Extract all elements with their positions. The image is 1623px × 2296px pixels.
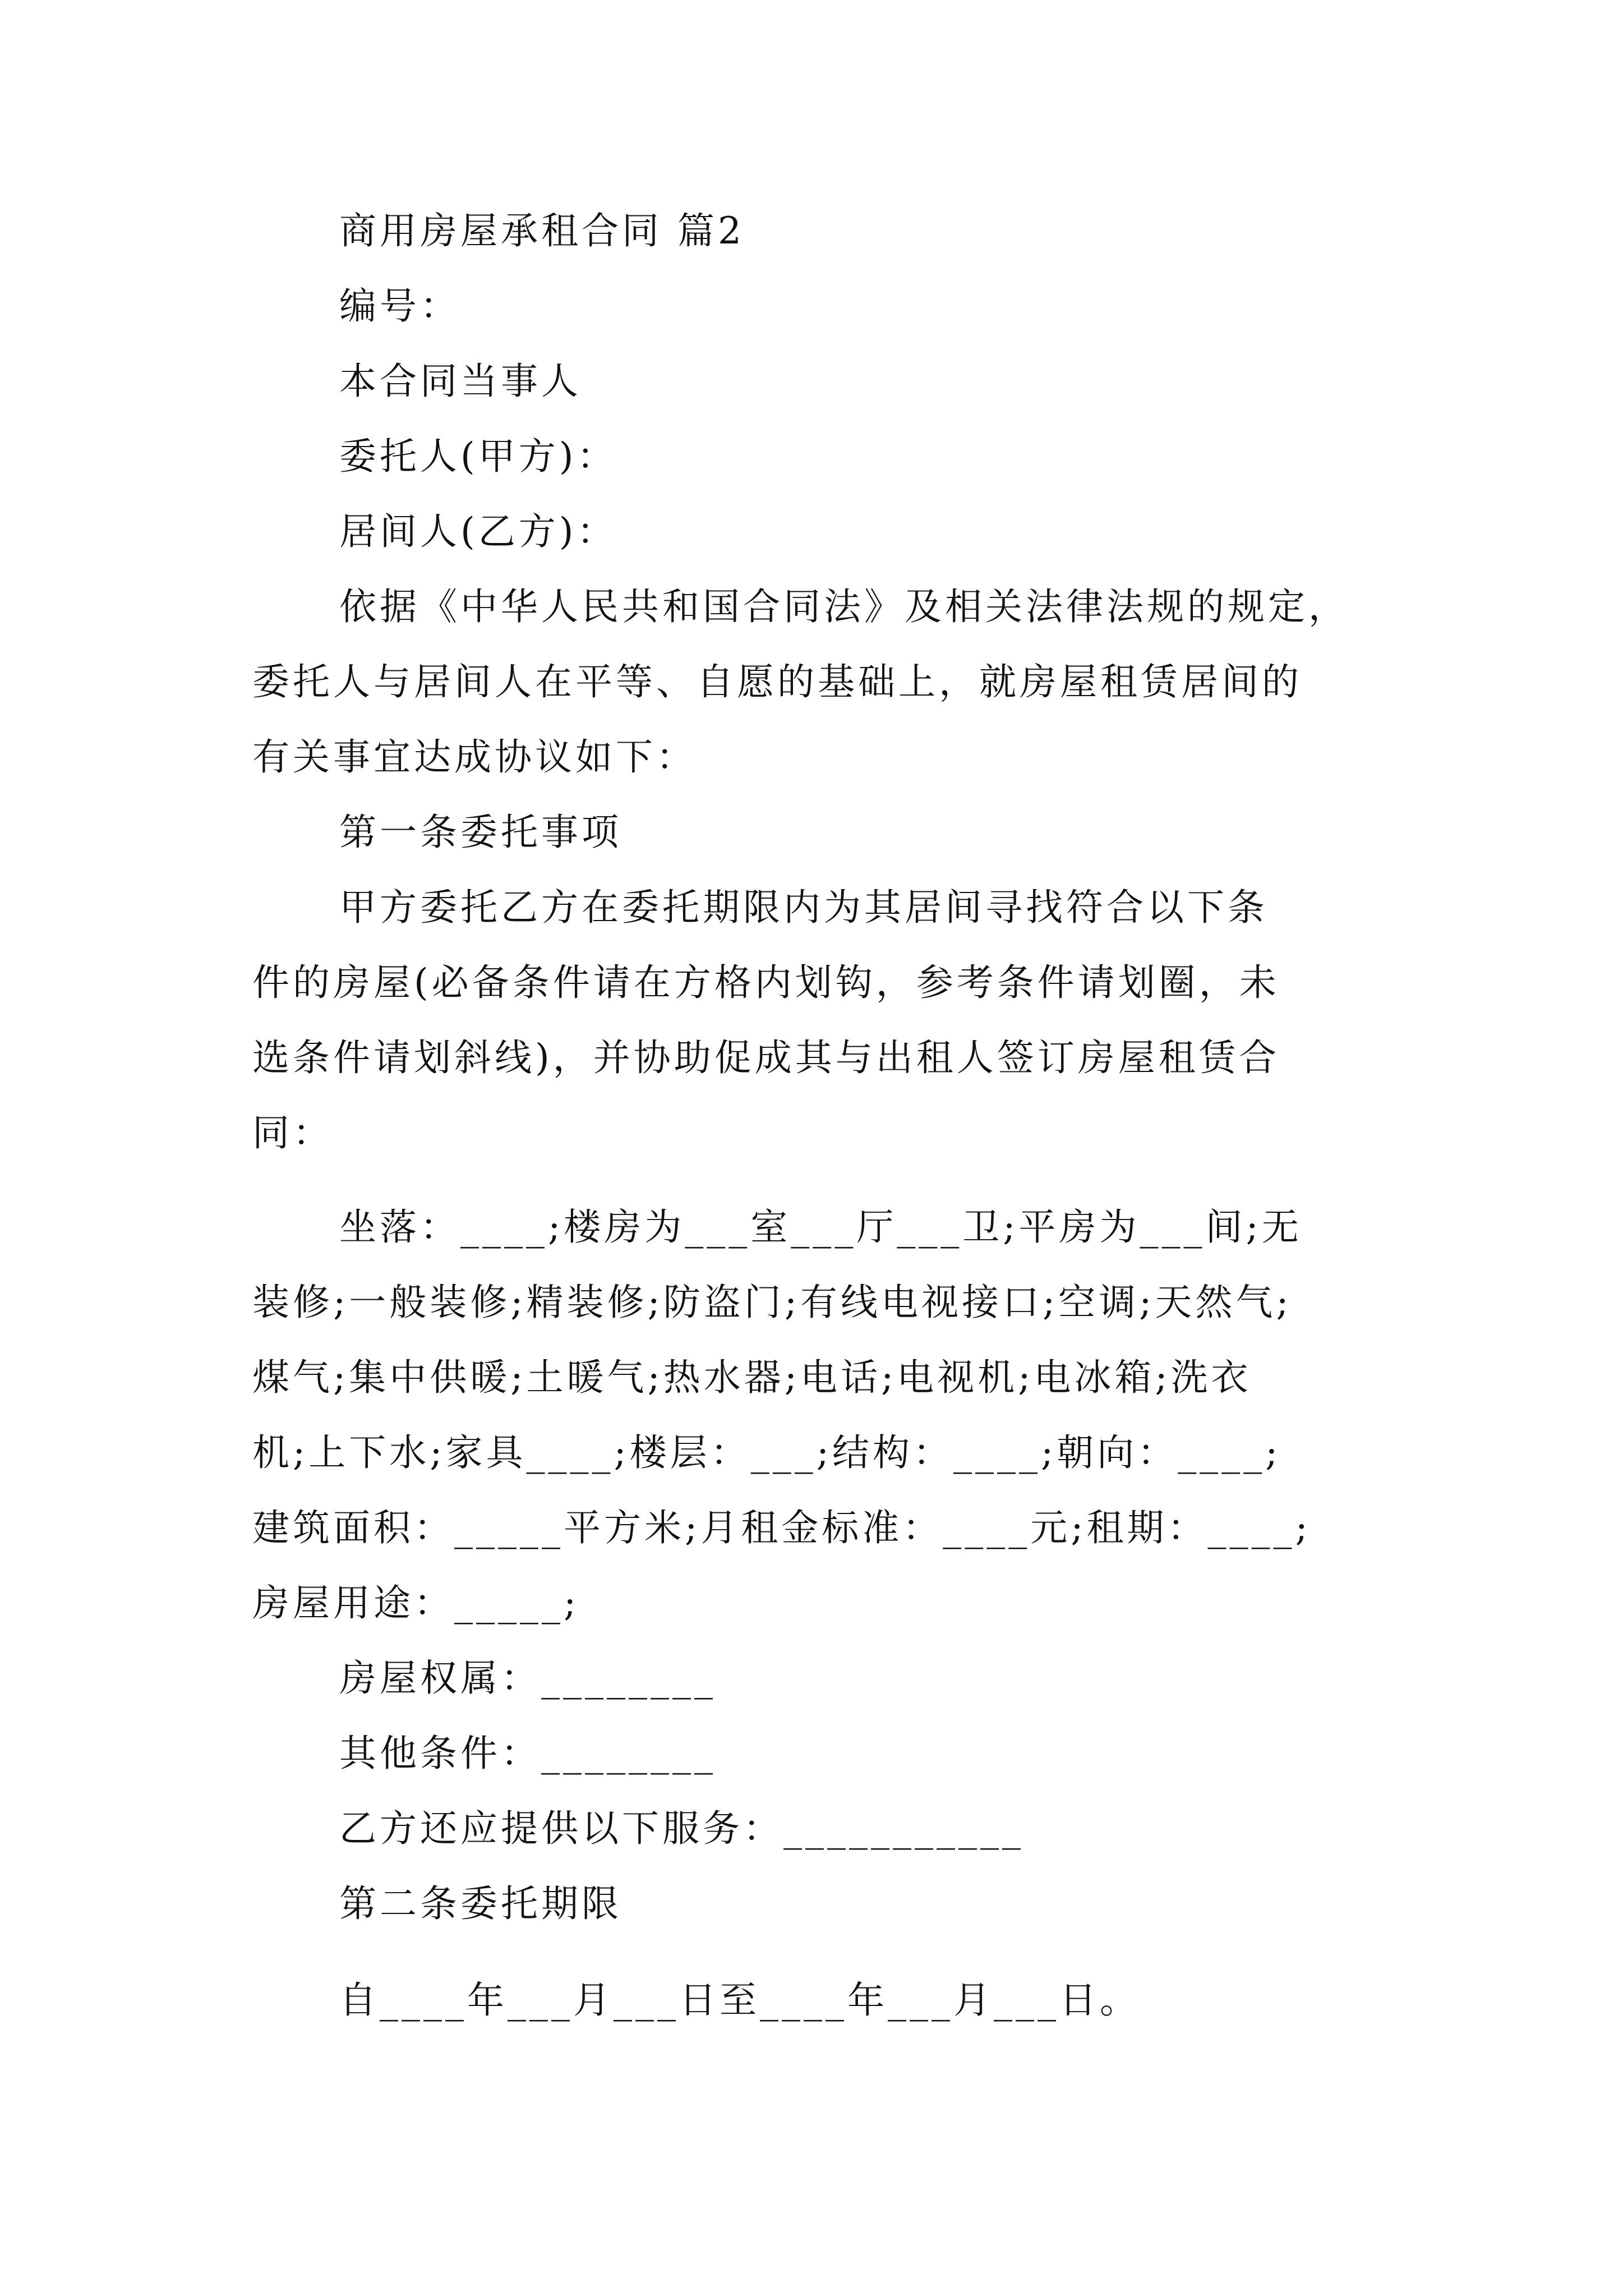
conditions-line: 房屋用途：_____; <box>252 1581 580 1625</box>
document-title: 商用房屋承租合同 篇2 <box>339 209 745 252</box>
party-a-label: 委托人(甲方)： <box>339 435 617 478</box>
article1-body-line: 甲方委托乙方在委托期限内为其居间寻找符合以下条 <box>339 886 1268 929</box>
preamble-line: 依据《中华人民共和国合同法》及相关法律法规的规定， <box>339 585 1349 628</box>
period-line: 自____年___月___日至____年___月___日。 <box>339 1978 1140 2022</box>
party-b-label: 居间人(乙方)： <box>339 510 617 553</box>
preamble-line: 委托人与居间人在平等、自愿的基础上，就房屋租赁居间的 <box>252 660 1302 703</box>
article2-title: 第二条委托期限 <box>339 1882 622 1925</box>
conditions-line: 坐落：____;楼房为___室___厅___卫;平房为___间;无 <box>339 1205 1302 1249</box>
other-conditions-field: 其他条件：________ <box>339 1732 716 1775</box>
article1-body-line: 件的房屋(必备条件请在方格内划钩，参考条件请划圈，未 <box>252 961 1280 1004</box>
ownership-field: 房屋权属：________ <box>339 1657 716 1700</box>
conditions-line: 建筑面积：_____平方米;月租金标准：____元;租期：____; <box>252 1506 1311 1549</box>
article1-title: 第一条委托事项 <box>339 811 622 854</box>
parties-heading: 本合同当事人 <box>339 360 582 403</box>
conditions-line: 机;上下水;家具____;楼层：___;结构：____;朝向：____; <box>252 1431 1281 1474</box>
services-field: 乙方还应提供以下服务：___________ <box>339 1807 1024 1850</box>
article1-body-line: 选条件请划斜线)，并协助促成其与出租人签订房屋租赁合 <box>252 1036 1280 1079</box>
preamble-line: 有关事宜达成协议如下： <box>252 735 697 779</box>
conditions-line: 装修;一般装修;精装修;防盗门;有线电视接口;空调;天然气; <box>252 1281 1292 1324</box>
article1-body-line: 同： <box>252 1111 333 1154</box>
number-label: 编号： <box>339 284 460 328</box>
conditions-line: 煤气;集中供暖;土暖气;热水器;电话;电视机;电冰箱;洗衣 <box>252 1356 1252 1399</box>
